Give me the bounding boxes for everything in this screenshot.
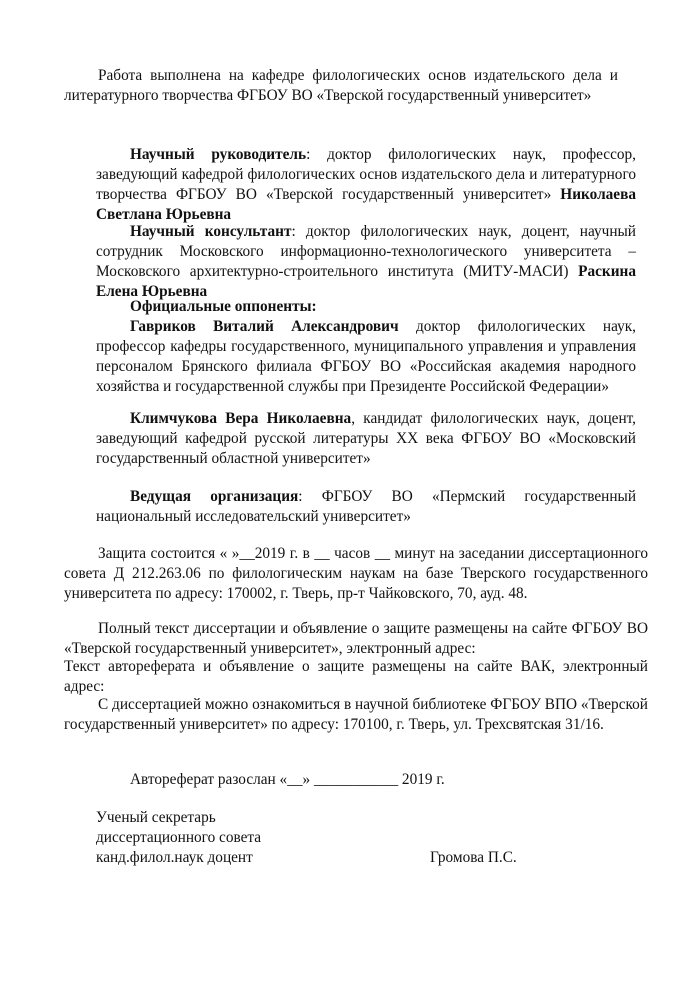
supervisor-block bbox=[96, 145, 636, 225]
supervisor-paragraph bbox=[96, 145, 636, 225]
secretary-line-3: канд.филол.наук доцент bbox=[96, 849, 253, 866]
opponent-1-paragraph bbox=[96, 317, 636, 397]
secretary-line-1: Ученый секретарь bbox=[96, 809, 216, 826]
supervisor-name: Николаева Светлана Юрьевна bbox=[96, 186, 636, 223]
lead-org-label: Ведущая организация bbox=[130, 488, 299, 505]
consultant-block bbox=[96, 222, 636, 302]
defense-text: Защита состоится « »__2019 г. в __ часов __ минут на заседании диссертационного совета Д 212.263.06 по филологическим наукам на базе Тверского государственного университета по адресу: 170002, г. Тверь, пр-т Чайковского, 70, ауд. 48. bbox=[64, 545, 648, 602]
sent-line: Автореферат разослан «__» ___________ 2019 г. bbox=[130, 771, 445, 788]
opponent-2-block bbox=[96, 409, 636, 469]
supervisor-text: : доктор филологических наук, профессор, заведующий кафедрой филологических основ издательского дела и литературного творчества ФГБОУ ВО «Тверской государственный университет» bbox=[96, 146, 636, 203]
fulltext-text: Полный текст диссертации и объявление о защите размещены на сайте ФГБОУ ВО «Тверской государственный университет», электронный адрес: bbox=[64, 620, 648, 657]
opponent-1-block bbox=[96, 317, 636, 397]
intro-text: Работа выполнена на кафедре филологических основ издательского дела и литературного творчества ФГБОУ ВО «Тверской государственный университет» bbox=[64, 67, 618, 104]
opponent-1-name: Гавриков Виталий Александрович bbox=[130, 318, 399, 335]
consultant-text: : доктор филологических наук, доцент, научный сотрудник Московского информационно-технологического университета – Московского архитектурно-строительного института (МИТУ-МАСИ) bbox=[96, 223, 636, 280]
fulltext-block bbox=[64, 619, 648, 659]
opponent-2-paragraph bbox=[96, 409, 636, 469]
secretary-block bbox=[96, 808, 396, 868]
consultant-name: Раскина Елена Юрьевна bbox=[96, 263, 636, 300]
secretary-name: Громова П.С. bbox=[430, 849, 517, 866]
lead-org-paragraph bbox=[96, 487, 636, 527]
lead-org-text: : ФГБОУ ВО «Пермский государственный национальный исследовательский университет» bbox=[96, 488, 637, 525]
opponent-2-text: , кандидат филологических наук, доцент, заведующий кафедрой русской литературы XX века ФГБОУ ВО «Московский государственный областной университет» bbox=[96, 410, 636, 467]
secretary-line-2: диссертационного совета bbox=[96, 829, 262, 846]
defense-block bbox=[64, 544, 648, 604]
lead-org-block bbox=[96, 487, 636, 527]
intro-block bbox=[64, 66, 618, 106]
opponent-2-name: Климчукова Вера Николаевна bbox=[130, 410, 352, 427]
opponents-heading: Официальные оппоненты: bbox=[130, 298, 317, 315]
abstract-vak-block bbox=[64, 657, 648, 697]
supervisor-label: Научный руководитель bbox=[130, 146, 307, 163]
abstract-vak-text: Текст автореферата и объявление о защите размещены на сайте ВАК, электронный адрес: bbox=[64, 658, 648, 695]
library-text: С диссертацией можно ознакомиться в научной библиотеке ФГБОУ ВПО «Тверской государственный университет» по адресу: 170100, г. Тверь, ул. Трехсвятская 31/16. bbox=[64, 696, 648, 733]
library-block bbox=[64, 695, 648, 735]
opponent-1-text: доктор филологических наук, профессор кафедры государственного, муниципального управления и управления персоналом Брянского филиала ФГБОУ ВО «Российская академия народного хозяйства и государственной службы при Президенте Российской Федерации» bbox=[96, 318, 637, 395]
consultant-label: Научный консультант bbox=[130, 223, 292, 240]
consultant-paragraph bbox=[96, 222, 636, 302]
